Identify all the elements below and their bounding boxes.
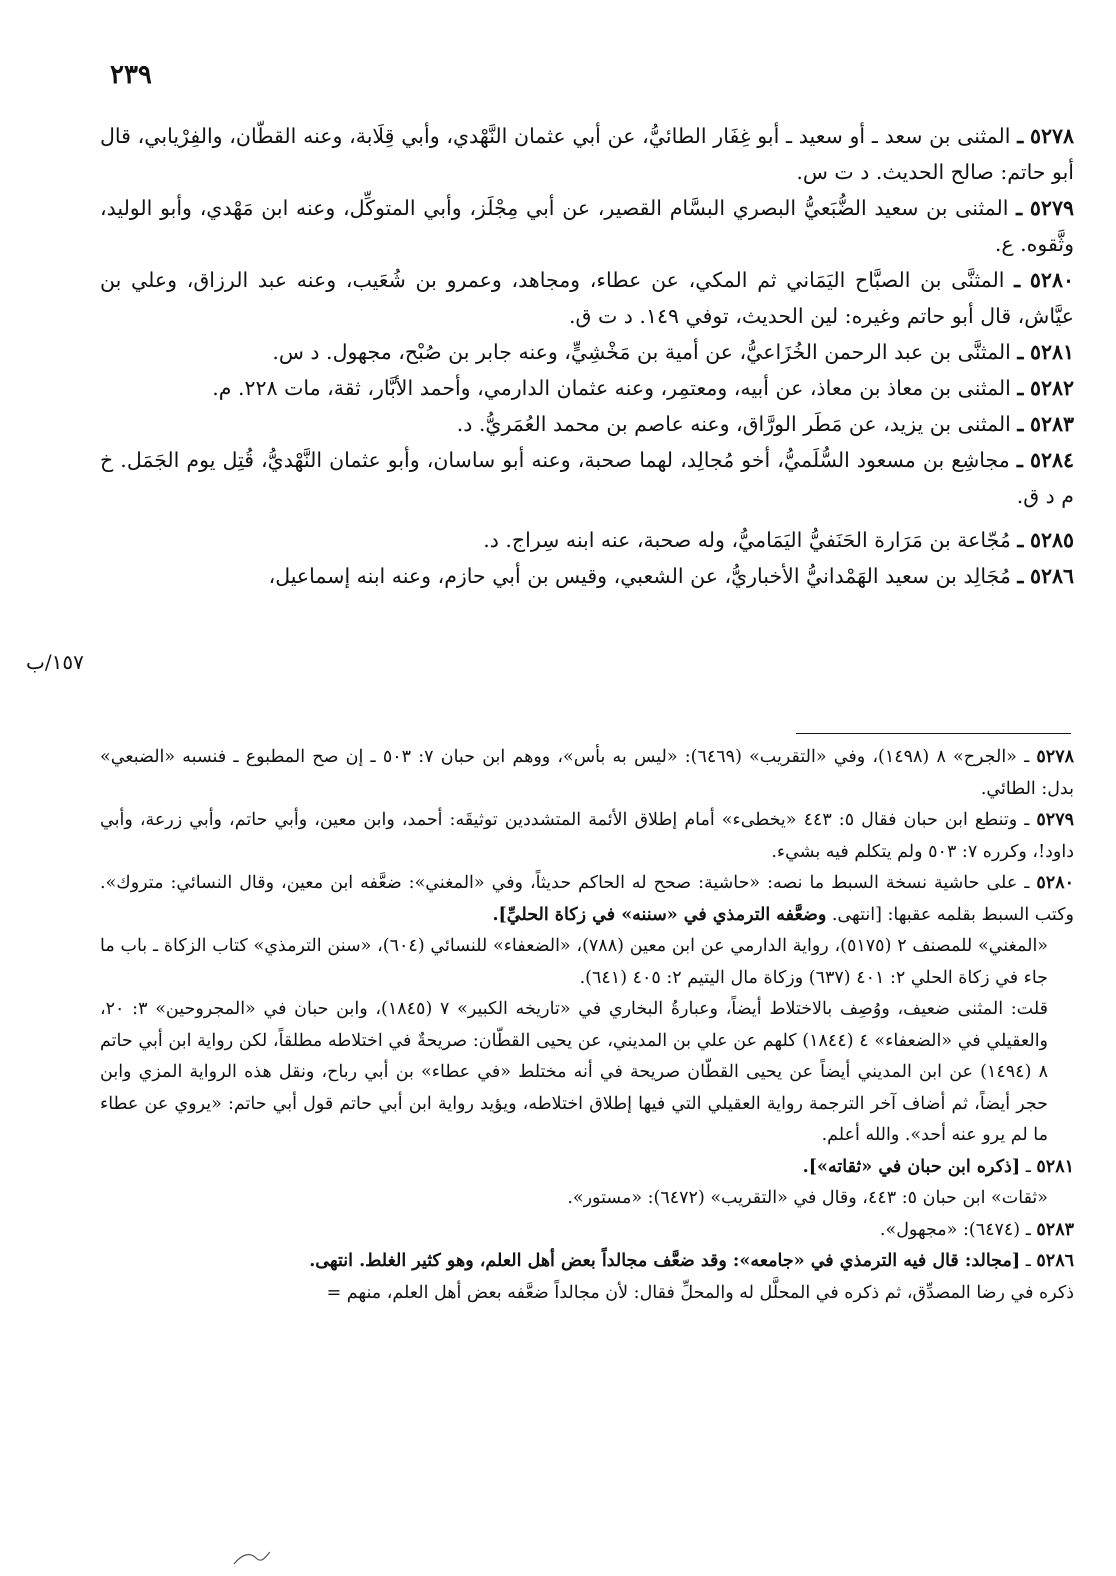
footnote-number: ٥٢٨٦ — [1036, 1251, 1074, 1271]
footnote-number: ٥٢٧٨ — [1036, 747, 1074, 767]
footnote-bold-text: وضعَّفه الترمذي في «سننه» في زكاة الحليِّ]. — [492, 904, 827, 925]
footnote-divider — [796, 733, 1071, 734]
footnote-text: (٦٤٧٤): «مجهول». — [879, 1219, 1021, 1240]
entries-list — [100, 118, 1074, 594]
entry: ٥٢٧٨ ـ المثنى بن سعد ـ أو سعيد ـ أبو غِفَار الطائيُّ، عن أبي عثمان النَّهْدي، وأبي قِلَابة، وعنه القطّان، والفِرْيابي، قال أبو حاتم: صالح الحديث. د ت س. — [100, 124, 1074, 184]
entry-text: المثنَّى بن الصبَّاح اليَمَاني ثم المكي، عن عطاء، ومجاهد، وعمرو بن شُعَيب، وعنه عبد الرزاق، وعلي بن عيَّاش، قال أبو حاتم وغيره: لين الحديث، توفي ١٤٩. د ت ق. — [100, 268, 1074, 328]
footnote: ٥٢٧٨ ـ «الجرح» ٨ (١٤٩٨)، وفي «التقريب» (٦٤٦٩): «ليس به بأس»، ووهم ابن حبان ٧: ٥٠٣ ـ إن صح المطبوع ـ فنسبه «الضبعي» بدل: الطائي. — [100, 747, 1074, 799]
entry: ٥٢٨٣ ـ المثنى بن يزيد، عن مَطَر الورَّاق، وعنه عاصم بن محمد العُمَريُّ. د. — [456, 412, 1074, 436]
footnote-bold-text: [مجالد: قال فيه الترمذي في «جامعه»: وقد ضعَّف مجالداً بعض أهل العلم، وهو كثير الغلط. انتهى. — [309, 1251, 1021, 1271]
margin-note: ١٥٧/ب — [26, 650, 84, 674]
footnotes — [100, 742, 1074, 1309]
footnote: ٥٢٨٠ ـ على حاشية نسخة السبط ما نصه: «حاشية: صحح له الحاكم حديثاً، وفي «المغني»: ضعَّفه ابن معين، وقال النسائي: متروك». وكتب السبط بقلمه عقبها: [انتهى. وضعَّفه الترمذي في «سننه» في زكاة الحليِّ]. — [100, 873, 1074, 925]
footnote: ٥٢٧٩ ـ وتنطع ابن حبان فقال ٥: ٤٤٣ «يخطىء» أمام إطلاق الأئمة المتشددين توثيقَه: أحمد، وابن معين، وأبي حاتم، وأبي زرعة، وأبي داود!، وكرره ٧: ٥٠٣ ولم يتكلم فيه بشيء. — [100, 810, 1074, 862]
entry: ٥٢٨٢ ـ المثنى بن معاذ بن معاذ، عن أبيه، ومعتمِر، وعنه عثمان الدارمي، وأحمد الأبَّار، ثقة، مات ٢٢٨. م. — [212, 376, 1074, 400]
footnote-text: «الجرح» ٨ (١٤٩٨)، وفي «التقريب» (٦٤٦٩): «ليس به بأس»، ووهم ابن حبان ٧: ٥٠٣ ـ إن صح المطبوع ـ فنسبه «الضبعي» بدل: الطائي. — [100, 747, 1074, 799]
footnote-number: ٥٢٨٠ — [1036, 873, 1074, 893]
entry-text: المثنى بن يزيد، عن مَطَر الورَّاق، وعنه عاصم بن محمد العُمَريُّ. د. — [456, 412, 1011, 436]
footnote-text: وتنطع ابن حبان فقال ٥: ٤٤٣ «يخطىء» أمام إطلاق الأئمة المتشددين توثيقَه: أحمد، وابن معين، وأبي حاتم، وأبي زرعة، وأبي داود!، وكرره ٧: ٥٠٣ ولم يتكلم فيه بشيء. — [100, 810, 1074, 862]
entry: ٥٢٨٠ ـ المثنَّى بن الصبَّاح اليَمَاني ثم المكي، عن عطاء، ومجاهد، وعمرو بن شُعَيب، وعنه عبد الرزاق، وعلي بن عيَّاش، قال أبو حاتم وغيره: لين الحديث، توفي ١٤٩. د ت ق. — [100, 268, 1074, 328]
entry-text: المثنى بن سعد ـ أو سعيد ـ أبو غِفَار الطائيُّ، عن أبي عثمان النَّهْدي، وأبي قِلَابة، وعنه القطّان، والفِرْيابي، قال أبو حاتم: صالح الحديث. د ت س. — [100, 124, 1074, 184]
footnote-number: ٥٢٧٩ — [1036, 810, 1074, 830]
entry: ٥٢٨١ ـ المثنَّى بن عبد الرحمن الخُزَاعيُّ، عن أمية بن مَخْشِيٍّ، وعنه جابر بن صُبْح، مجهول. د س. — [272, 340, 1074, 364]
page-number: ٢٣٩ — [110, 60, 152, 90]
footnote-reference: «المغني» للمصنف ٢ (٥١٧٥)، رواية الدارمي عن ابن معين (٧٨٨)، «الضعفاء» للنسائي (٦٠٤)، «سنن الترمذي» كتاب الزكاة ـ باب ما جاء في زكاة الحلي ٢: ٤٠١ (٦٣٧) وزكاة مال اليتيم ٢: ٤٠٥ (٦٤١). — [100, 936, 1049, 988]
entry: ٥٢٧٩ ـ المثنى بن سعيد الضُّبَعيُّ البصري البسَّام القصير، عن أبي مِجْلَز، وأبي المتوكِّل، وعنه ابن مَهْدي، وأبو الوليد، وثَّقوه. ع. — [100, 196, 1074, 256]
footnote-text: على حاشية نسخة السبط ما نصه: «حاشية: صحح له الحاكم حديثاً، وفي «المغني»: ضعَّفه ابن معين، وقال النسائي: متروك». وكتب السبط بقلمه عقبها: [انتهى. — [100, 873, 1074, 925]
entry-number: ٥٢٨٦ — [1029, 564, 1074, 588]
entry-text: المثنى بن معاذ بن معاذ، عن أبيه، ومعتمِر، وعنه عثمان الدارمي، وأحمد الأبَّار، ثقة، مات ٢٢٨. م. — [212, 376, 1011, 400]
entry-text: مجاشِع بن مسعود السُّلَميُّ، أخو مُجالِد، لهما صحبة، وعنه أبو ساسان، وأبو عثمان النَّهْديُّ، قُتِل يوم الجَمَل. خ م د ق. — [100, 448, 1074, 508]
footnote-paragraph: قلت: المثنى ضعيف، ووُصِف بالاختلاط أيضاً، وعبارةُ البخاري في «تاريخه الكبير» ٧ (١٨٤٥)، وابن حبان في «المجروحين» ٣: ٢٠، والعقيلي في «الضعفاء» ٤ (١٨٤٤) كلهم عن علي بن المديني، عن يحيى القطّان: صريحةٌ في اختلاطه مطلقاً، لكن رواية ابن أبي حاتم ٨ (١٤٩٤) عن ابن المديني أيضاً عن يحيى القطّان صريحة في أنه مختلط «في عطاء» بن أبي رباح، ونقل هذه الرواية المزي وابن حجر أيضاً، ثم أضاف آخر الترجمة رواية العقيلي التي فيها إطلاق اختلاطه، ويؤيد رواية ابن أبي حاتم قول أبي حاتم: «يروي عن عطاء ما لم يرو عنه أحد». والله أعلم. — [100, 999, 1049, 1145]
entry-number: ٥٢٨٠ — [1029, 268, 1074, 292]
entry-text: المثنى بن سعيد الضُّبَعيُّ البصري البسَّام القصير، عن أبي مِجْلَز، وأبي المتوكِّل، وعنه ابن مَهْدي، وأبو الوليد، وثَّقوه. ع. — [100, 196, 1074, 256]
footnote-number: ٥٢٨٣ — [1036, 1219, 1074, 1240]
footnote: ٥٢٨١ ـ [ذكره ابن حبان في «ثقاته»]. — [802, 1156, 1074, 1177]
footnote: ٥٢٨٦ ـ [مجالد: قال فيه الترمذي في «جامعه»: وقد ضعَّف مجالداً بعض أهل العلم، وهو كثير الغلط. انتهى. — [309, 1251, 1074, 1271]
footnote-continuation: ذكره في رضا المصدِّق، ثم ذكره في المحلَّل له والمحلِّ فقال: لأن مجالداً ضعَّفه بعض أهل العلم، منهم = — [326, 1282, 1074, 1303]
footnote: ٥٢٨٣ ـ (٦٤٧٤): «مجهول». — [879, 1219, 1074, 1240]
footnote-number: ٥٢٨١ — [1036, 1156, 1074, 1177]
entry-number: ٥٢٨٢ — [1029, 376, 1074, 400]
entry-text: مُجَالِد بن سعيد الهَمْدانيُّ الأخباريُّ، عن الشعبي، وقيس بن أبي حازم، وعنه ابنه إسماعيل، — [268, 564, 1011, 588]
entry-number: ٥٢٨٤ — [1029, 448, 1074, 472]
entry: ٥٢٨٦ ـ مُجَالِد بن سعيد الهَمْدانيُّ الأخباريُّ، عن الشعبي، وقيس بن أبي حازم، وعنه ابنه إسماعيل، — [268, 564, 1074, 588]
entry-number: ٥٢٨٥ — [1029, 528, 1074, 552]
entry-number: ٥٢٧٨ — [1029, 124, 1074, 148]
footnote-bold-text: [ذكره ابن حبان في «ثقاته»]. — [802, 1156, 1021, 1177]
pen-mark-icon — [232, 1548, 272, 1568]
entry-number: ٥٢٨١ — [1029, 340, 1074, 364]
entry: ٥٢٨٥ ـ مُجّاعة بن مَرَارة الحَنَفيُّ اليَمَاميُّ، وله صحبة، عنه ابنه سِراج. د. — [483, 528, 1074, 552]
entry-text: مُجّاعة بن مَرَارة الحَنَفيُّ اليَمَاميُّ، وله صحبة، عنه ابنه سِراج. د. — [483, 528, 1011, 552]
entry-number: ٥٢٨٣ — [1029, 412, 1074, 436]
footnote-reference: «ثقات» ابن حبان ٥: ٤٤٣، وقال في «التقريب» (٦٤٧٢): «مستور». — [567, 1188, 1048, 1208]
entry-text: المثنَّى بن عبد الرحمن الخُزَاعيُّ، عن أمية بن مَخْشِيٍّ، وعنه جابر بن صُبْح، مجهول. د س. — [272, 340, 1011, 364]
entry: ٥٢٨٤ ـ مجاشِع بن مسعود السُّلَميُّ، أخو مُجالِد، لهما صحبة، وعنه أبو ساسان، وأبو عثمان النَّهْديُّ، قُتِل يوم الجَمَل. خ م د ق. — [100, 448, 1074, 508]
entry-number: ٥٢٧٩ — [1029, 196, 1074, 220]
